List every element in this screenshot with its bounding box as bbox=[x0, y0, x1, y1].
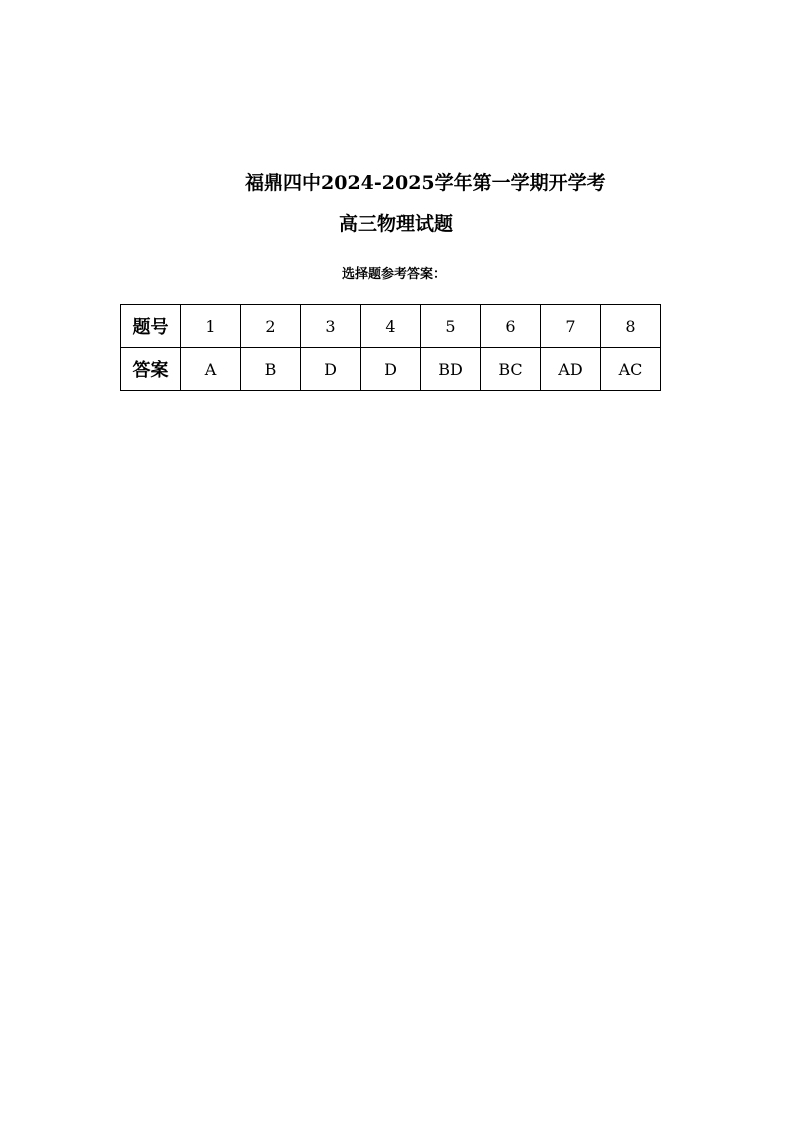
document-subtitle: 高三物理试题 bbox=[339, 213, 454, 235]
question-number-cell: 4 bbox=[361, 305, 421, 348]
answer-cell: B bbox=[241, 348, 301, 391]
question-number-cell: 5 bbox=[421, 305, 481, 348]
answer-cell: D bbox=[301, 348, 361, 391]
answer-row bbox=[121, 348, 661, 391]
question-number-cell: 2 bbox=[241, 305, 301, 348]
answer-cell: AD bbox=[541, 348, 601, 391]
document-title: 福鼎四中2024-2025学年第一学期开学考 bbox=[245, 172, 606, 194]
answer-table bbox=[120, 304, 661, 391]
answer-cell: A bbox=[181, 348, 241, 391]
row-label-answer: 答案 bbox=[121, 348, 181, 391]
question-number-cell: 1 bbox=[181, 305, 241, 348]
answer-cell: AC bbox=[601, 348, 661, 391]
row-label-question-number: 题号 bbox=[121, 305, 181, 348]
answer-cell: D bbox=[361, 348, 421, 391]
answer-cell: BD bbox=[421, 348, 481, 391]
question-number-cell: 6 bbox=[481, 305, 541, 348]
question-number-cell: 7 bbox=[541, 305, 601, 348]
answer-cell: BC bbox=[481, 348, 541, 391]
question-number-cell: 8 bbox=[601, 305, 661, 348]
question-number-cell: 3 bbox=[301, 305, 361, 348]
question-number-row bbox=[121, 305, 661, 348]
section-label: 选择题参考答案： bbox=[342, 267, 447, 282]
